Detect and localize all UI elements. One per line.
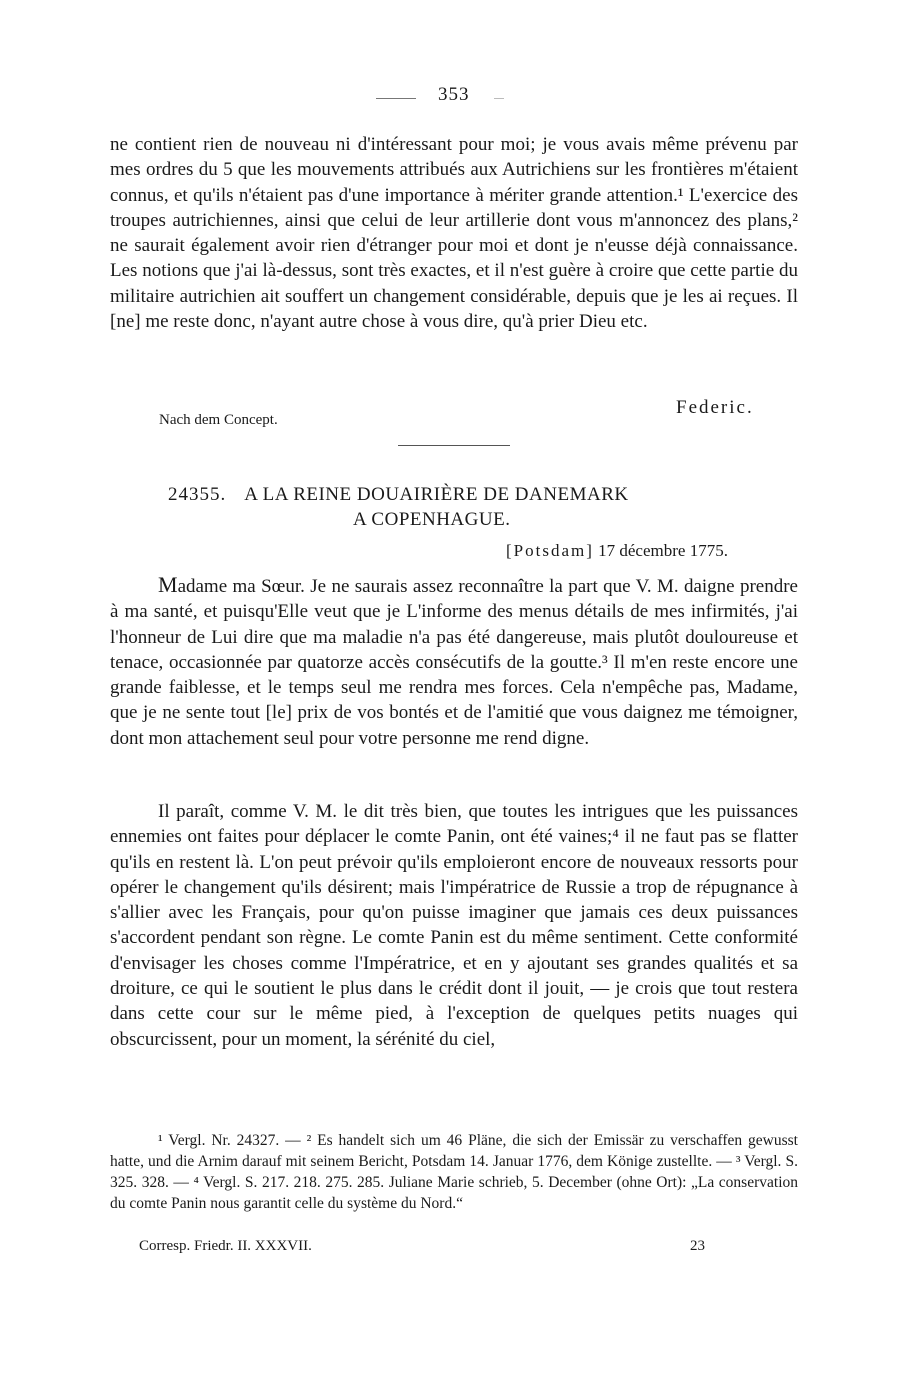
date-text: 17 décembre 1775.	[593, 541, 728, 560]
header-rule-left	[376, 98, 416, 99]
dateline	[506, 541, 728, 561]
letter-destination: A COPENHAGUE.	[353, 509, 511, 530]
signature: Federic.	[676, 397, 754, 418]
previous-letter-paragraph: ne contient rien de nouveau ni d'intéressant pour moi; je vous avais même prévenu par mes ordres du 5 que les mouvements attribués aux Autrichiens sur les frontières m'étaient connus, et qu'ils n'étaient pas d'une importance à mériter grande attention.¹ L'exercice des troupes autrichiennes, ainsi que celui de leur artillerie dont vous m'annoncez des plans,² ne saurait également avoir rien d'étranger pour moi et dont je n'eusse déjà connaissance. Les notions que j'ai là-dessus, sont très exactes, et il n'est guère à croire que cette partie du militaire autrichien ait souffert un changement considérable, depuis que je les ai reçues. Il [ne] me reste donc, n'ayant autre chose à vous dire, qu'à prier Dieu etc.	[110, 134, 798, 333]
footnotes-text: ¹ Vergl. Nr. 24327. — ² Es handelt sich um 46 Pläne, die sich der Emissär zu verschaffen gewusst hatte, und die Arnim darauf mit seinem Bericht, Potsdam 14. Januar 1776, dem Könige zustellte. — ³ Vergl. S. 325. 328. — ⁴ Vergl. S. 217. 218. 275. 285. Juliane Marie schrieb, 5. December (ohne Ort): „La conservation du comte Panin nous garantit celle du système du Nord.“	[110, 1132, 798, 1212]
salutation-initial: M	[158, 572, 178, 597]
letter-paragraph-2	[110, 799, 798, 1052]
letter-heading	[168, 484, 629, 506]
footnotes	[110, 1130, 798, 1214]
page-header	[0, 84, 900, 114]
page-number: 353	[438, 84, 470, 105]
paragraph-1-text	[110, 572, 798, 751]
footer-signature-mark: Corresp. Friedr. II. XXXVII.	[139, 1238, 312, 1254]
paragraph-1-body: adame ma Sœur. Je ne saurais assez reconnaître la part que V. M. daigne prendre à ma santé, et puisqu'Elle veut que je L'informe des menus détails de mes infirmités, j'ai l'honneur de Lui dire que ma maladie n'a pas été dangereuse, mais plutôt douloureuse et tenace, occasionnée par quatorze accès consécutifs de la goutte.³ Il m'en reste encore une grande faiblesse, et le temps seul me rendra mes forces. Cela n'empêche pas, Madame, que je ne sente tout [le] prix de vos bontés et de l'amitié que vous daignez me témoigner, dont mon attachement seul pour votre personne me rend digne.	[110, 576, 798, 749]
previous-letter-ending	[110, 132, 798, 334]
letter-number: 24355.	[168, 484, 227, 505]
paragraph-2-text: Il paraît, comme V. M. le dit très bien, que toutes les intrigues que les puissances ennemies ont faites pour déplacer le comte Panin, ont été vaines;⁴ il ne faut pas se flatter qu'ils en restent là. L'on peut prévoir qu'ils emploieront encore de nouveaux ressorts pour opérer le changement qu'ils désirent; mais l'impératrice de Russie a trop de répugnance à s'allier avec les Français, pour qu'on puisse imaginer que jamais ces deux puissances s'accordent pendant son règne. Le comte Panin est du même sentiment. Cette conformité d'envisager les choses comme l'Impératrice, et en y ajoutant ses grandes qualités et sa droiture, ce qui le soutient le plus dans le crédit dont il jouit, — je crois que tout restera dans cette cour sur le même pied, à l'exception de quelques petits nuages qui obscurcissent, pour un moment, la sérénité du ciel,	[110, 801, 798, 1050]
letter-addressee: A LA REINE DOUAIRIÈRE DE DANEMARK	[244, 484, 629, 505]
section-separator	[398, 445, 510, 446]
source-note: Nach dem Concept.	[159, 412, 278, 428]
letter-paragraph-1	[110, 572, 798, 751]
date-place: [Potsdam]	[506, 541, 594, 560]
footer-sheet-number: 23	[690, 1238, 705, 1254]
header-rule-right	[494, 98, 504, 99]
